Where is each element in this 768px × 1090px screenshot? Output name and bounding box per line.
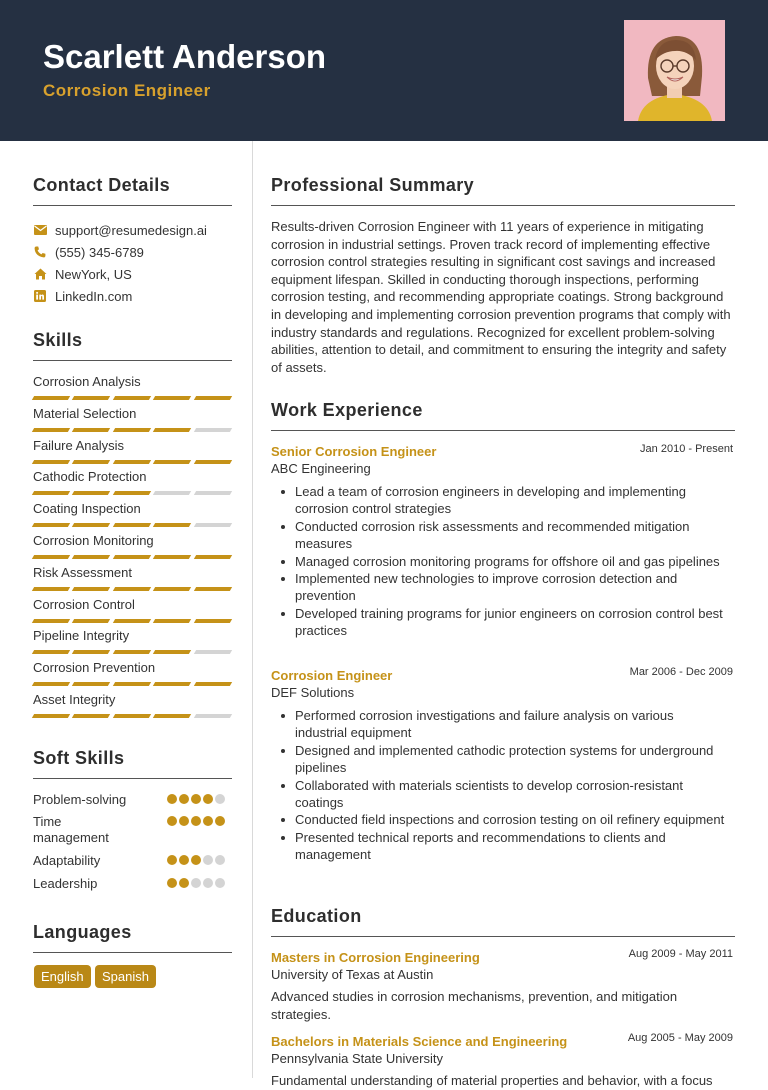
skill-level-segment: [113, 587, 152, 591]
contact-location-text: NewYork, US: [55, 266, 132, 282]
skill-level-bar: [33, 428, 231, 432]
list-item: Collaborated with materials scientists to develop corrosion-resistant coatings: [295, 777, 725, 812]
skill-level-segment: [72, 650, 111, 654]
skill-name: Pipeline Integrity: [33, 628, 130, 644]
contact-location: [33, 265, 132, 283]
skill-item: [33, 533, 231, 559]
skill-level-segment: [153, 396, 192, 400]
list-item: Developed training programs for junior engineers on corrosion control best practices: [295, 605, 725, 640]
skill-level-segment: [113, 523, 152, 527]
list-item: Designed and implemented cathodic protection systems for underground pipelines: [295, 742, 725, 777]
list-item: Managed corrosion monitoring programs for offshore oil and gas pipelines: [295, 553, 725, 570]
language-badge: Spanish: [95, 965, 156, 988]
skill-level-segment: [32, 460, 71, 464]
rating-dot: [203, 794, 213, 804]
summary-rule: [271, 205, 735, 206]
soft-skill-name: Problem-solving: [33, 792, 127, 807]
soft-skill-rating: [167, 816, 225, 826]
skill-level-segment: [153, 523, 192, 527]
soft-skill-name: Adaptability: [33, 853, 101, 868]
rating-dot: [191, 794, 201, 804]
skill-name: Cathodic Protection: [33, 469, 147, 485]
skill-level-segment: [113, 428, 152, 432]
skill-level-segment: [193, 650, 232, 654]
languages-rule: [33, 952, 232, 953]
skill-level-segment: [72, 491, 111, 495]
contact-heading: Contact Details: [33, 175, 171, 195]
soft-skills-heading: Soft Skills: [33, 748, 125, 768]
rating-dot: [203, 816, 213, 826]
soft-skill-item: [33, 853, 233, 869]
skill-level-bar: [33, 555, 231, 559]
skill-name: Failure Analysis: [33, 437, 125, 453]
languages-heading: Languages: [33, 922, 132, 942]
school: University of Texas at Austin: [271, 967, 434, 982]
soft-skill-item: [33, 876, 233, 892]
rating-dot: [203, 855, 213, 865]
rating-dot: [191, 855, 201, 865]
skill-level-bar: [33, 619, 231, 623]
skill-level-segment: [113, 491, 152, 495]
skill-level-segment: [72, 619, 111, 623]
soft-skill-name: Time management: [33, 814, 109, 845]
summary-text: Results-driven Corrosion Engineer with 11 years of experience in mitigating corrosion in industrial settings. Proven track record of implementing effective corrosion control strategies resulting in significant cost savings and increased equipment lifespan. Skilled in conducting thorough inspections, performing corrosion testing, and recommending appropriate coatings. Strong background in developing and implementing corrosion prevention programs that comply with industry standards and regulations. Recognized for excellent problem-solving abilities, attention to detail, and commitment to ensuring the integrity and safety of assets.: [271, 219, 731, 375]
contact-phone[interactable]: [33, 243, 144, 261]
job-bullets: [295, 707, 725, 864]
skill-item: [33, 565, 231, 591]
skill-item: [33, 469, 231, 495]
skill-level-segment: [153, 491, 192, 495]
skill-level-segment: [153, 714, 192, 718]
skill-level-bar: [33, 682, 231, 686]
skill-name: Coating Inspection: [33, 501, 141, 517]
skill-level-segment: [193, 491, 232, 495]
skill-item: [33, 374, 231, 400]
skill-name: Corrosion Analysis: [33, 374, 141, 389]
job-dates: Jan 2010 - Present: [640, 443, 733, 455]
skill-item: [33, 628, 231, 654]
education-description: Fundamental understanding of material properties and behavior, with a focus: [271, 1073, 713, 1088]
soft-skill-rating: [167, 878, 225, 888]
skill-level-segment: [113, 396, 152, 400]
rating-dot: [191, 816, 201, 826]
skill-level-segment: [193, 619, 232, 623]
skill-level-segment: [72, 460, 111, 464]
soft-skill-name: Leadership: [33, 876, 98, 891]
skill-level-segment: [113, 619, 152, 623]
skill-level-segment: [72, 682, 111, 686]
skill-level-segment: [153, 460, 192, 464]
education-heading: Education: [271, 906, 362, 926]
job-dates: Mar 2006 - Dec 2009: [629, 666, 733, 678]
skill-name: Risk Assessment: [33, 564, 132, 580]
candidate-title: Corrosion Engineer: [43, 81, 211, 100]
skill-name: Material Selection: [33, 405, 137, 421]
skill-level-segment: [72, 714, 111, 718]
list-item: Performed corrosion investigations and failure analysis on various industrial equipment: [295, 707, 725, 742]
job-company: DEF Solutions: [271, 685, 355, 700]
candidate-name: Scarlett Anderson: [43, 38, 327, 75]
skill-level-segment: [32, 682, 71, 686]
skill-level-bar: [33, 523, 231, 527]
skill-item: [33, 597, 231, 623]
skill-level-segment: [153, 428, 192, 432]
degree: Bachelors in Materials Science and Engineering: [271, 1034, 568, 1049]
list-item: Conducted corrosion risk assessments and recommended mitigation measures: [295, 518, 725, 553]
skill-level-segment: [193, 587, 232, 591]
experience-heading: Work Experience: [271, 400, 423, 420]
column-divider: [252, 141, 253, 1078]
list-item: Conducted field inspections and corrosion testing on oil refinery equipment: [295, 812, 725, 828]
skill-name: Corrosion Monitoring: [33, 533, 154, 548]
experience-rule: [271, 430, 735, 431]
skill-item: [33, 438, 231, 464]
skill-level-segment: [32, 619, 71, 623]
envelope-icon: [33, 223, 47, 237]
rating-dot: [179, 816, 189, 826]
rating-dot: [167, 794, 177, 804]
skill-item: [33, 501, 231, 527]
skill-level-segment: [153, 650, 192, 654]
rating-dot: [167, 855, 177, 865]
soft-skill-rating: [167, 794, 225, 804]
rating-dot: [179, 855, 189, 865]
skill-level-segment: [72, 396, 111, 400]
skill-name: Asset Integrity: [33, 692, 116, 707]
rating-dot: [179, 794, 189, 804]
skill-level-bar: [33, 714, 231, 718]
skill-level-segment: [113, 682, 152, 686]
skill-level-segment: [193, 682, 232, 686]
job-role: Senior Corrosion Engineer: [271, 444, 437, 459]
skill-level-segment: [113, 714, 152, 718]
skill-level-segment: [72, 428, 111, 432]
skill-level-bar: [33, 587, 231, 591]
rating-dot: [191, 878, 201, 888]
rating-dot: [215, 794, 225, 804]
skill-level-segment: [153, 682, 192, 686]
summary-heading: Professional Summary: [271, 175, 475, 195]
skill-level-segment: [113, 555, 152, 559]
skill-level-segment: [32, 491, 71, 495]
rating-dot: [215, 816, 225, 826]
skill-level-segment: [193, 523, 232, 527]
skill-name: Corrosion Control: [33, 596, 135, 612]
skill-name: Corrosion Prevention: [33, 660, 156, 676]
rating-dot: [179, 878, 189, 888]
education-rule: [271, 936, 735, 937]
skill-level-segment: [32, 650, 71, 654]
skill-level-segment: [32, 428, 71, 432]
skill-level-segment: [32, 396, 71, 400]
skills-rule: [33, 360, 232, 361]
rating-dot: [167, 878, 177, 888]
job-role: Corrosion Engineer: [271, 668, 393, 683]
rating-dot: [215, 878, 225, 888]
job-bullets: [295, 483, 725, 640]
skill-level-segment: [32, 714, 71, 718]
resume-header: [0, 0, 768, 141]
contact-phone-text: (555) 345-6789: [55, 244, 144, 260]
skill-level-segment: [72, 523, 111, 527]
skill-level-segment: [193, 396, 232, 400]
skill-level-segment: [113, 460, 152, 464]
skill-level-segment: [153, 555, 192, 559]
skill-level-segment: [32, 555, 71, 559]
job-company: ABC Engineering: [271, 461, 371, 476]
rating-dot: [215, 855, 225, 865]
skill-item: [33, 660, 231, 686]
skill-level-segment: [193, 428, 232, 432]
contact-linkedin-text: LinkedIn.com: [55, 288, 133, 304]
skill-level-bar: [33, 396, 231, 400]
skills-heading: Skills: [33, 330, 83, 350]
rating-dot: [203, 878, 213, 888]
skill-level-segment: [193, 714, 232, 718]
skill-level-segment: [193, 460, 232, 464]
language-badge: English: [34, 965, 91, 988]
skill-level-segment: [32, 587, 71, 591]
skill-level-segment: [72, 587, 111, 591]
education-dates: Aug 2009 - May 2011: [628, 948, 733, 960]
linkedin-icon: [33, 289, 47, 303]
skill-level-bar: [33, 650, 231, 654]
soft-skills-rule: [33, 778, 232, 779]
list-item: Presented technical reports and recommendations to clients and management: [295, 829, 725, 864]
list-item: Implemented new technologies to improve corrosion detection and prevention: [295, 570, 725, 605]
skill-level-segment: [32, 523, 71, 527]
contact-rule: [33, 205, 232, 206]
soft-skill-rating: [167, 855, 225, 865]
contact-linkedin[interactable]: [33, 287, 132, 305]
soft-skill-item: [33, 814, 233, 846]
soft-skill-item: [33, 792, 233, 808]
school: Pennsylvania State University: [271, 1051, 443, 1066]
skill-level-segment: [72, 555, 111, 559]
education-dates: Aug 2005 - May 2009: [627, 1032, 733, 1044]
skill-level-segment: [113, 650, 152, 654]
degree: Masters in Corrosion Engineering: [271, 950, 480, 965]
contact-email[interactable]: [33, 221, 207, 239]
skill-level-bar: [33, 491, 231, 495]
skill-level-bar: [33, 460, 231, 464]
profile-photo: [624, 20, 725, 121]
skill-level-segment: [153, 587, 192, 591]
rating-dot: [167, 816, 177, 826]
contact-email-text: support@resumedesign.ai: [55, 222, 207, 238]
skill-item: [33, 692, 231, 718]
home-icon: [33, 267, 47, 281]
phone-icon: [33, 245, 47, 259]
skill-level-segment: [193, 555, 232, 559]
education-description: Advanced studies in corrosion mechanisms, prevention, and mitigation strategies.: [271, 989, 678, 1022]
list-item: Lead a team of corrosion engineers in developing and implementing corrosion control strategies: [295, 483, 725, 518]
skill-level-segment: [153, 619, 192, 623]
skill-item: [33, 406, 231, 432]
